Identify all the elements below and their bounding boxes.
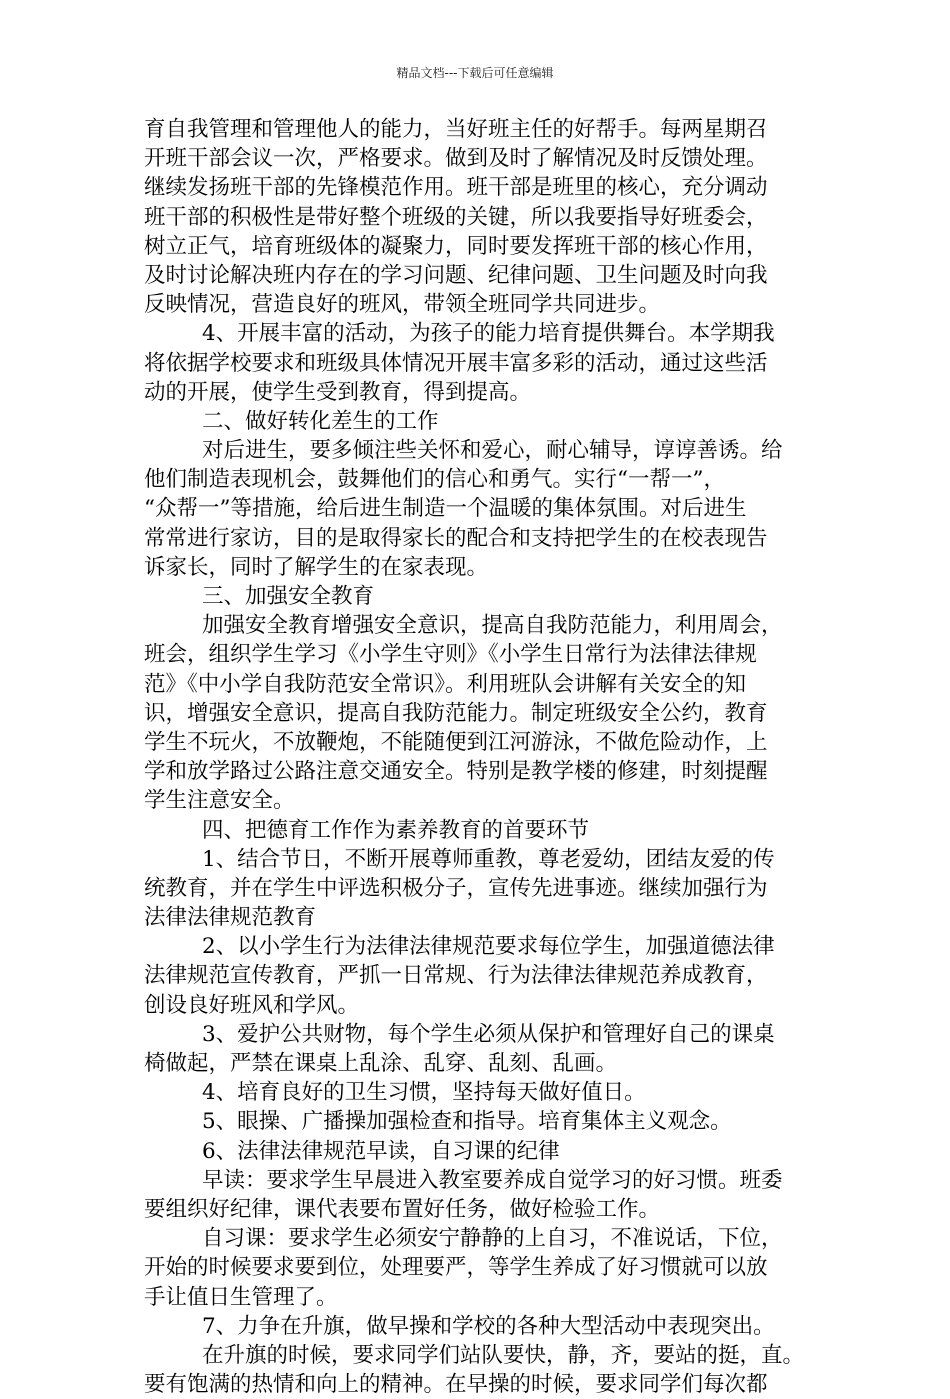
- text-line: 育自我管理和管理他人的能力，当好班主任的好帮手。每两星期召: [144, 117, 768, 142]
- text-line: 早读：要求学生早晨进入教室要养成自觉学习的好习惯。班委: [202, 1167, 783, 1193]
- text-line: 继续发扬班干部的先锋模范作用。班干部是班里的核心，充分调动: [144, 175, 768, 201]
- text-line: 统教育，并在学生中评选积极分子，宣传先进事迹。继续加强行为: [144, 875, 768, 901]
- text-line: 二、做好转化差生的工作: [202, 408, 439, 434]
- text-line: 加强安全教育增强安全意识，提高自我防范能力，利用周会，: [202, 613, 783, 639]
- text-line: 树立正气，培育班级体的凝聚力，同时要发挥班干部的核心作用，: [144, 233, 768, 259]
- text-line: 2、以小学生行为法律法律规范要求每位学生，加强道德法律: [202, 934, 775, 960]
- text-line: 创设良好班风和学风。: [144, 992, 360, 1018]
- text-line: 在升旗的时候，要求同学们站队要快，静，齐，要站的挺，直。: [202, 1342, 805, 1368]
- text-line: 手让值日生管理了。: [144, 1284, 338, 1310]
- text-line: 4、开展丰富的活动，为孩子的能力培育提供舞台。本学期我: [202, 321, 775, 347]
- text-line: 及时讨论解决班内存在的学习问题、纪律问题、卫生问题及时向我: [144, 262, 768, 288]
- text-line: 椅做起，严禁在课桌上乱涂、乱穿、乱刻、乱画。: [144, 1051, 618, 1076]
- text-line: 开班干部会议一次，严格要求。做到及时了解情况及时反馈处理。: [144, 146, 768, 172]
- text-line: 班会，组织学生学习《小学生守则》《小学生日常行为法律法律规: [144, 642, 757, 668]
- text-line: 1、结合节日，不断开展尊师重教，尊老爱幼，团结友爱的传: [202, 846, 775, 872]
- text-line: “众帮一”等措施，给后进生制造一个温暖的集体氛围。对后进生: [144, 496, 747, 522]
- text-line: 三、加强安全教育: [202, 584, 375, 609]
- text-line: 四、把德育工作作为素养教育的首要环节: [202, 817, 590, 843]
- text-line: 要组织好纪律，课代表要布置好任务，做好检验工作。: [144, 1196, 661, 1222]
- text-line: 将依据学校要求和班级具体情况开展丰富多彩的活动，通过这些活: [144, 350, 768, 376]
- text-line: 学和放学路过公路注意交通安全。特别是教学楼的修建，时刻提醒: [144, 759, 768, 785]
- text-line: 学生不玩火，不放鞭炮，不能随便到江河游泳，不做危险动作，上: [144, 729, 768, 755]
- text-line: 自习课：要求学生必须安宁静静的上自习，不准说话，下位，: [202, 1226, 783, 1252]
- text-line: 反映情况，营造良好的班风，带领全班同学共同进步。: [144, 292, 661, 318]
- text-line: 对后进生，要多倾注些关怀和爱心，耐心辅导，谆谆善诱。给: [202, 438, 783, 464]
- document-body: [144, 115, 828, 1399]
- text-line: 识，增强安全意识，提高自我防范能力。制定班级安全公约，教育: [144, 700, 768, 726]
- text-line: 6、法律法律规范早读，自习课的纪律: [202, 1138, 560, 1164]
- text-line: 4、培育良好的卫生习惯，坚持每天做好值日。: [202, 1080, 646, 1106]
- text-line: 动的开展，使学生受到教育，得到提高。: [144, 379, 532, 405]
- text-line: 常常进行家访，目的是取得家长的配合和支持把学生的在校表现告: [144, 525, 768, 551]
- text-line: 范》《中小学自我防范安全常识》。利用班队会讲解有关安全的知: [144, 671, 747, 697]
- page-header: 精品文档---下载后可任意编辑: [396, 66, 554, 80]
- text-line: 要有饱满的热情和向上的精神。在早操的时候，要求同学们每次都: [144, 1372, 768, 1398]
- text-line: 班干部的积极性是带好整个班级的关键，所以我要指导好班委会，: [144, 204, 768, 230]
- text-line: 诉家长，同时了解学生的在家表现。: [144, 554, 489, 580]
- text-line: 7、力争在升旗，做早操和学校的各种大型活动中表现突出。: [202, 1313, 775, 1339]
- text-line: 5、眼操、广播操加强检查和指导。培育集体主义观念。: [202, 1109, 732, 1135]
- text-line: 他们制造表现机会，鼓舞他们的信心和勇气。实行“一帮一”，: [144, 467, 725, 493]
- text-line: 3、爱护公共财物，每个学生必须从保护和管理好自己的课桌: [202, 1021, 775, 1047]
- text-line: 法律规范宣传教育，严抓一日常规、行为法律法律规范养成教育，: [144, 963, 768, 989]
- text-line: 学生注意安全。: [144, 788, 295, 814]
- text-line: 法律法律规范教育: [144, 905, 317, 931]
- text-line: 开始的时候要求要到位，处理要严，等学生养成了好习惯就可以放: [144, 1255, 768, 1281]
